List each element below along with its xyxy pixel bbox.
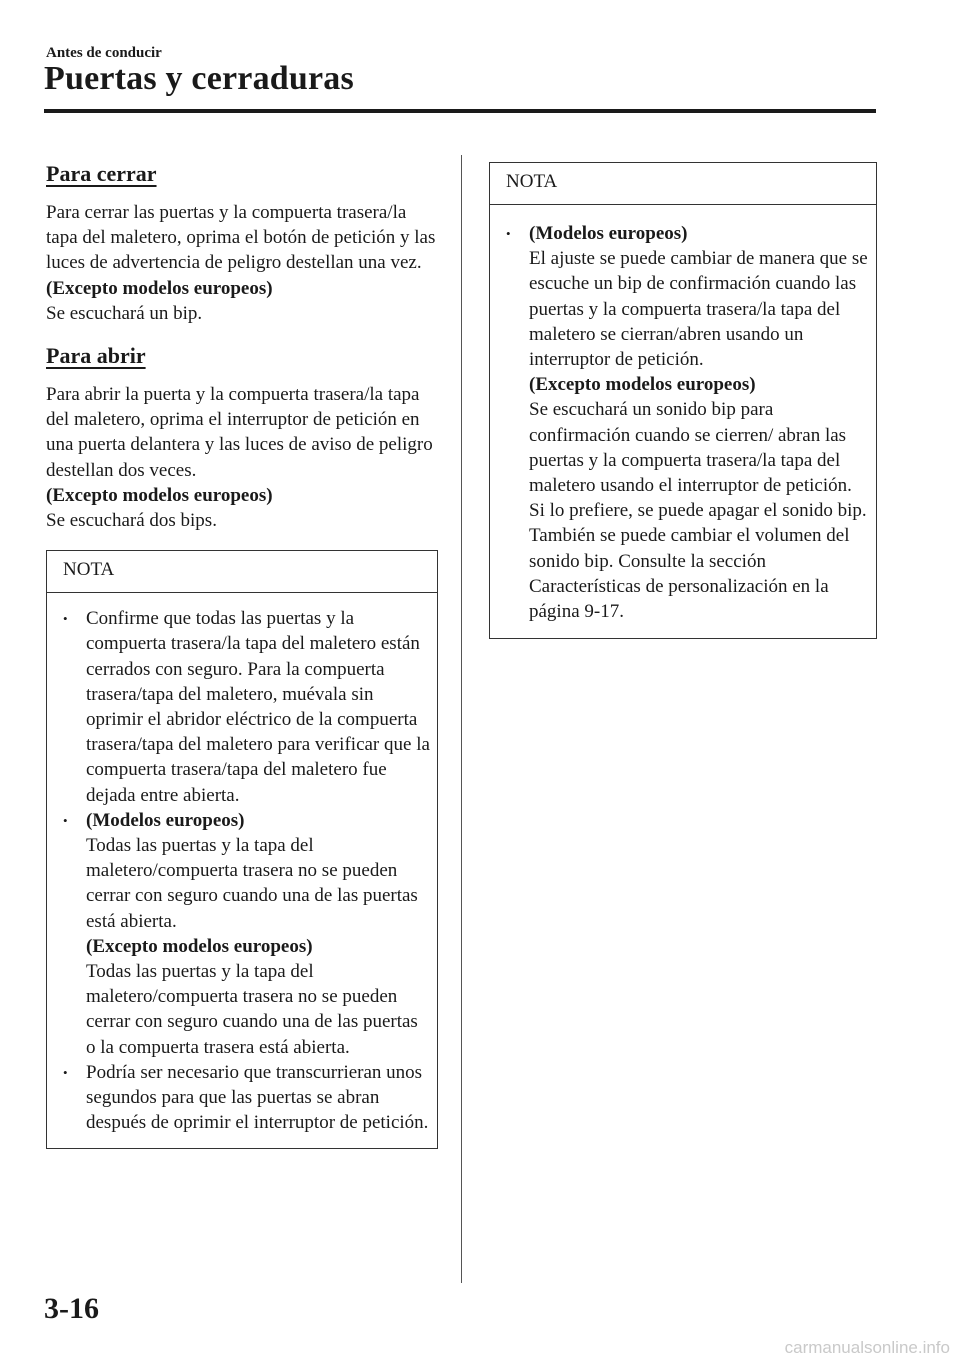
note-text: Confirme que todas las puertas y la compuerta trasera/la tapa del maletero están cerrados con seguro. Para la compuerta trasera/tapa del maletero, muévala sin oprimir el abridor eléctrico de la compuerta trasera/tapa del maletero para verificar que la compuerta trasera/tapa del maletero fue dejada entre abierta. <box>86 608 430 806</box>
lock-after: Se escuchará un bip. <box>46 302 203 324</box>
note-box-right <box>489 162 877 639</box>
note-heading: NOTA <box>47 551 437 593</box>
note-bold: (Modelos europeos) <box>529 223 688 244</box>
unlock-after: Se escuchará dos bips. <box>46 510 217 532</box>
note-bold: (Modelos europeos) <box>86 809 245 831</box>
note-heading: NOTA <box>490 163 876 205</box>
note-item <box>61 808 431 1060</box>
page-number: 3-16 <box>44 1292 99 1325</box>
left-column <box>46 158 438 1149</box>
column-divider <box>461 155 462 1283</box>
bullet: • <box>63 611 68 627</box>
note-text: Todas las puertas y la tapa del maletero/compuerta trasera no se pueden cerrar con seguro cuando una de las puertas o la compuerta trasera está abierta. <box>86 961 418 1058</box>
note-bold: (Excepto modelos europeos) <box>86 935 313 957</box>
lock-bold: (Excepto modelos europeos) <box>46 277 273 299</box>
note-item <box>504 221 870 624</box>
bullet: • <box>63 1064 68 1080</box>
lock-paragraph <box>46 200 438 326</box>
note-bold: (Excepto modelos europeos) <box>529 374 756 396</box>
watermark: carmanualsonline.info <box>784 1338 950 1357</box>
note-text: El ajuste se puede cambiar de manera que se escuche un bip de confirmación cuando las puertas y la compuerta trasera/la tapa del maletero se cierran/abren usando un interruptor de petición. <box>529 248 868 371</box>
note-text: Todas las puertas y la tapa del maletero/compuerta trasera no se pueden cerrar con seguro cuando una de las puertas está abierta. <box>86 835 418 932</box>
chapter-title: Puertas y cerraduras <box>44 60 354 97</box>
lock-heading: Para cerrar <box>46 161 157 186</box>
note-text: Se escuchará un sonido bip para confirmación cuando se cierren/ abran las puertas y la compuerta trasera/la tapa del maletero usando el interruptor de petición. Si lo prefiere, se puede apagar el sonido bip. También se puede cambiar el volumen del sonido bip. Consulte la sección Características de personalización en la página 9-17. <box>529 399 867 623</box>
note-box-left <box>46 550 438 1148</box>
bullet: • <box>63 812 68 828</box>
bullet: • <box>506 226 511 241</box>
unlock-paragraph <box>46 382 438 533</box>
right-column <box>489 162 877 639</box>
unlock-text: Para abrir la puerta y la compuerta trasera/la tapa del maletero, oprima el interruptor de petición en una puerta delantera y las luces de aviso de peligro destellan dos veces. <box>46 384 433 481</box>
note-item <box>61 1060 431 1136</box>
note-item <box>61 606 431 808</box>
unlock-heading: Para abrir <box>46 343 146 369</box>
note-text: Podría ser necesario que transcurrieran unos segundos para que las puertas se abran después de oprimir el interruptor de petición. <box>86 1061 429 1134</box>
unlock-bold: (Excepto modelos europeos) <box>46 484 273 506</box>
title-rule <box>44 109 876 113</box>
section-label: Antes de conducir <box>46 45 162 61</box>
lock-text: Para cerrar las puertas y la compuerta trasera/la tapa del maletero, oprima el botón de petición y las luces de advertencia de peligro destellan una vez. <box>46 202 436 274</box>
